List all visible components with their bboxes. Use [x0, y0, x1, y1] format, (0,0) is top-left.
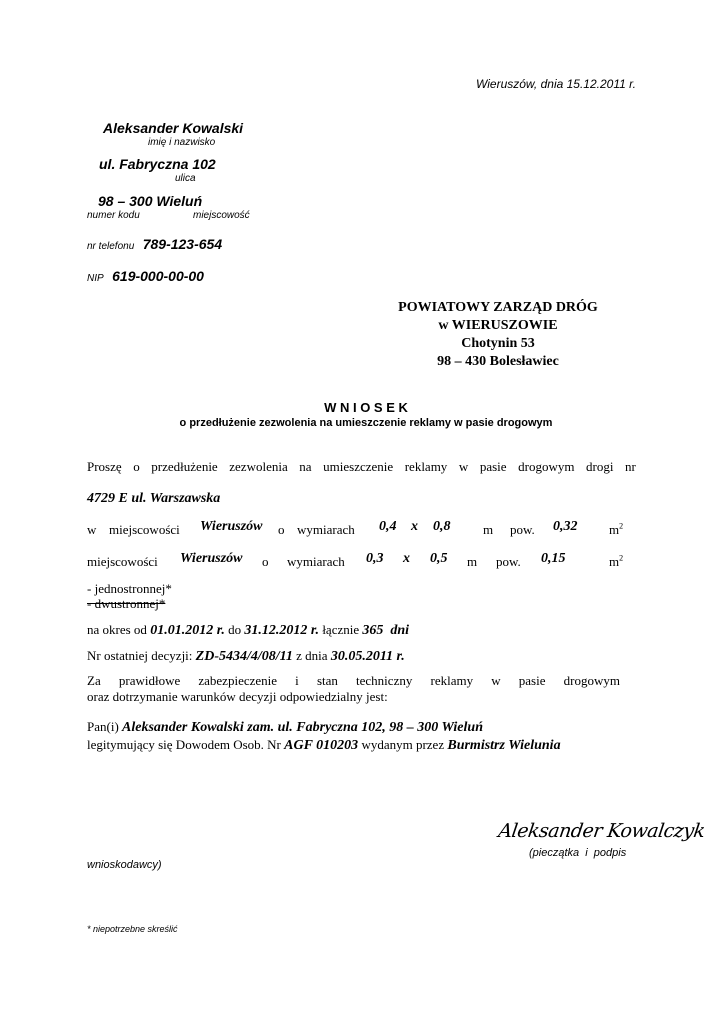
row1-x: x [411, 519, 418, 534]
responsibility-word: zabezpieczenie [198, 673, 278, 688]
period-prefix: na okres od [87, 622, 147, 637]
row2-dim-b: 0,5 [430, 551, 448, 566]
responsibility-word: stan [316, 673, 338, 688]
request-word: o [133, 459, 140, 474]
row1-place: Wieruszów [200, 519, 263, 534]
row2-dims-label: wymiarach [287, 554, 345, 569]
recipient-line-1: POWIATOWY ZARZĄD DRÓG [398, 300, 598, 315]
sender-name-caption: imię i nazwisko [148, 137, 216, 148]
recipient-line-4: 98 – 430 Bolesławiec [437, 354, 559, 369]
document-title: W N I O S E K [324, 400, 408, 415]
phone-label: nr telefonu [87, 241, 135, 252]
row1-o: o [278, 522, 285, 537]
sender-street-caption: ulica [175, 173, 196, 184]
request-word: reklamy [404, 459, 448, 474]
request-word: zezwolenia [229, 459, 288, 474]
row1-w: w [87, 522, 97, 537]
id-prefix: legitymujący się Dowodem Osob. Nr [87, 737, 281, 752]
row2-unit: m [467, 554, 478, 569]
responsibility-word: prawidłowe [118, 673, 181, 688]
recipient-block [380, 299, 616, 371]
row2-place-label: miejscowości [87, 554, 158, 569]
row1-dim-b: 0,8 [433, 519, 451, 534]
decision-date: 30.05.2011 r. [330, 649, 405, 664]
road-number: 4729 E ul. Warszawska [87, 491, 221, 506]
place-date: Wieruszów, dnia 15.12.2011 r. [476, 77, 636, 91]
decision-number: ZD-5434/4/08/11 [195, 649, 293, 664]
period-line [87, 622, 409, 639]
nip-label: NIP [87, 273, 104, 284]
row2-area: 0,15 [541, 551, 566, 566]
decision-prefix: Nr ostatniej decyzji: [87, 648, 193, 663]
row1-dim-a: 0,4 [379, 519, 397, 534]
row1-area: 0,32 [553, 519, 578, 534]
responsibility-line-2: oraz dotrzymanie warunków decyzji odpowiedzialny jest: [87, 689, 388, 704]
request-word: drogowym [518, 459, 575, 474]
request-word: pasie [479, 459, 507, 474]
period-total-label: łącznie [322, 622, 360, 637]
request-word: w [458, 459, 469, 474]
responsibility-line [87, 673, 620, 689]
sender-phone-row [87, 236, 222, 254]
decision-z-dnia: z dnia [296, 648, 328, 663]
footnote: * niepotrzebne skreślić [87, 924, 178, 934]
document-subtitle: o przedłużenie zezwolenia na umieszczenie reklamy w pasie drogowym [179, 417, 553, 429]
person-name-address: Aleksander Kowalski zam. ul. Fabryczna 102, 98 – 300 Wieluń [122, 720, 483, 735]
side-one-sided: - jednostronnej* [87, 581, 172, 596]
sender-street: ul. Fabryczna 102 [99, 156, 216, 172]
period-from: 01.01.2012 r. [150, 623, 225, 638]
decision-line [87, 648, 405, 665]
issued-by: Burmistrz Wielunia [447, 738, 561, 753]
signature-caption-right: (pieczątka i podpis [529, 847, 627, 859]
row2-dim-a: 0,3 [366, 551, 384, 566]
row2-x: x [403, 551, 410, 566]
period-days: 365 dni [362, 623, 410, 638]
id-number: AGF 010203 [284, 738, 359, 753]
person-prefix: Pan(i) [87, 719, 119, 734]
sender-postcode-city: 98 – 300 Wieluń [98, 193, 203, 209]
responsibility-word: i [295, 673, 299, 688]
row1-pow: pow. [510, 522, 535, 537]
dimensions-row-2 [87, 551, 627, 571]
request-word: nr [625, 459, 636, 474]
sender-name: Aleksander Kowalski [103, 120, 244, 136]
person-line [87, 719, 483, 736]
sender-city-caption: miejscowość [193, 210, 250, 221]
responsibility-word: w [491, 673, 501, 688]
id-line [87, 737, 561, 754]
row2-pow: pow. [496, 554, 521, 569]
responsibility-word: Za [87, 673, 101, 688]
responsibility-word: pasie [518, 673, 546, 688]
issued-by-label: wydanym przez [361, 737, 445, 752]
signature-caption-left: wnioskodawcy) [87, 859, 162, 871]
request-word: na [299, 459, 312, 474]
recipient-line-2: w WIERUSZOWIE [438, 318, 558, 333]
row1-place-label: miejscowości [109, 522, 180, 537]
handwritten-signature: Aleksander Kowalczyk [497, 820, 707, 842]
row1-area-unit: $m^2$ [609, 521, 624, 537]
request-word: drogi [586, 459, 614, 474]
request-word: umieszczenie [323, 459, 394, 474]
request-word: Proszę [87, 459, 122, 474]
row1-unit: m [483, 522, 494, 537]
period-do: do [228, 622, 242, 637]
sender-postcode-caption: numer kodu [87, 210, 140, 221]
phone-value: 789-123-654 [142, 236, 223, 252]
recipient-line-3: Chotynin 53 [461, 336, 535, 351]
row2-place: Wieruszów [180, 551, 243, 566]
row2-area-unit: $m^2$ [609, 553, 624, 569]
request-word: przedłużenie [151, 459, 218, 474]
period-to: 31.12.2012 r. [244, 623, 320, 638]
dimensions-row-1 [87, 519, 627, 539]
side-two-sided: - dwustronnej* [87, 596, 166, 611]
responsibility-word: reklamy [430, 673, 474, 688]
responsibility-word: drogowym [563, 673, 620, 688]
nip-value: 619-000-00-00 [112, 268, 204, 284]
request-line [87, 459, 636, 475]
row1-dims-label: wymiarach [297, 522, 355, 537]
sender-nip-row [87, 268, 204, 286]
responsibility-word: techniczny [356, 673, 413, 688]
row2-o: o [262, 554, 269, 569]
